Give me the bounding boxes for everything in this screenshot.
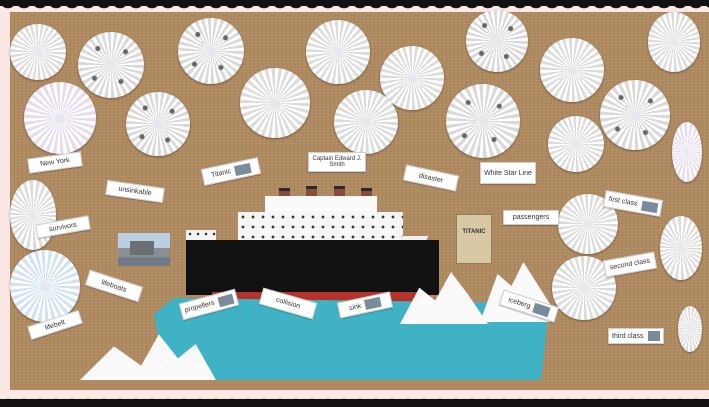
paper-rosette <box>240 68 310 138</box>
word-label: iceberg <box>499 289 559 322</box>
word-label: lifeboats <box>85 270 143 303</box>
ship-hull <box>186 240 439 295</box>
word-label: propellers <box>179 289 239 320</box>
paper-rosette <box>178 18 244 84</box>
scalloped-border-top <box>0 0 709 16</box>
paper-rosette <box>334 90 398 154</box>
paper-rosette <box>660 216 702 280</box>
word-label: Captain Edward J. Smith <box>308 152 366 172</box>
word-label: disaster <box>403 165 459 192</box>
paper-rosette <box>10 180 56 250</box>
label-picture <box>217 293 234 307</box>
word-label: survivors <box>35 215 91 238</box>
paper-rosette <box>78 32 144 98</box>
word-label: collision <box>259 288 318 320</box>
label-picture <box>648 331 660 341</box>
word-label: passengers <box>503 210 559 225</box>
label-picture <box>234 162 252 175</box>
border-bottom <box>0 399 709 407</box>
word-label: unsinkable <box>105 180 165 203</box>
paper-rosette <box>306 20 370 84</box>
paper-rosette <box>600 80 670 150</box>
paper-rosette <box>540 38 604 102</box>
paper-rosette <box>10 24 66 80</box>
word-label: third class <box>608 328 664 344</box>
paper-rosette <box>126 92 190 156</box>
word-label: first class <box>603 190 663 217</box>
ship-photo <box>118 233 170 266</box>
word-label: sink <box>337 292 393 319</box>
paper-rosette <box>672 122 702 182</box>
word-label: New York <box>27 151 83 173</box>
poster-title: TITANIC <box>462 229 486 235</box>
paper-rosette <box>466 10 528 72</box>
label-picture <box>641 200 658 213</box>
word-label: Titanic <box>201 157 261 186</box>
paper-rosette <box>548 116 604 172</box>
label-picture <box>533 303 551 317</box>
titanic-poster <box>456 214 492 264</box>
paper-rosette <box>446 84 520 158</box>
paper-rosette <box>648 12 700 72</box>
paper-rosette <box>24 82 96 154</box>
paper-rosette <box>678 306 702 352</box>
ship-deck <box>238 212 403 242</box>
paper-rosette <box>10 250 80 322</box>
word-label: second class <box>603 252 657 278</box>
label-picture <box>364 297 382 310</box>
word-label: lifebelt <box>27 310 83 340</box>
word-label: White Star Line <box>480 162 536 184</box>
